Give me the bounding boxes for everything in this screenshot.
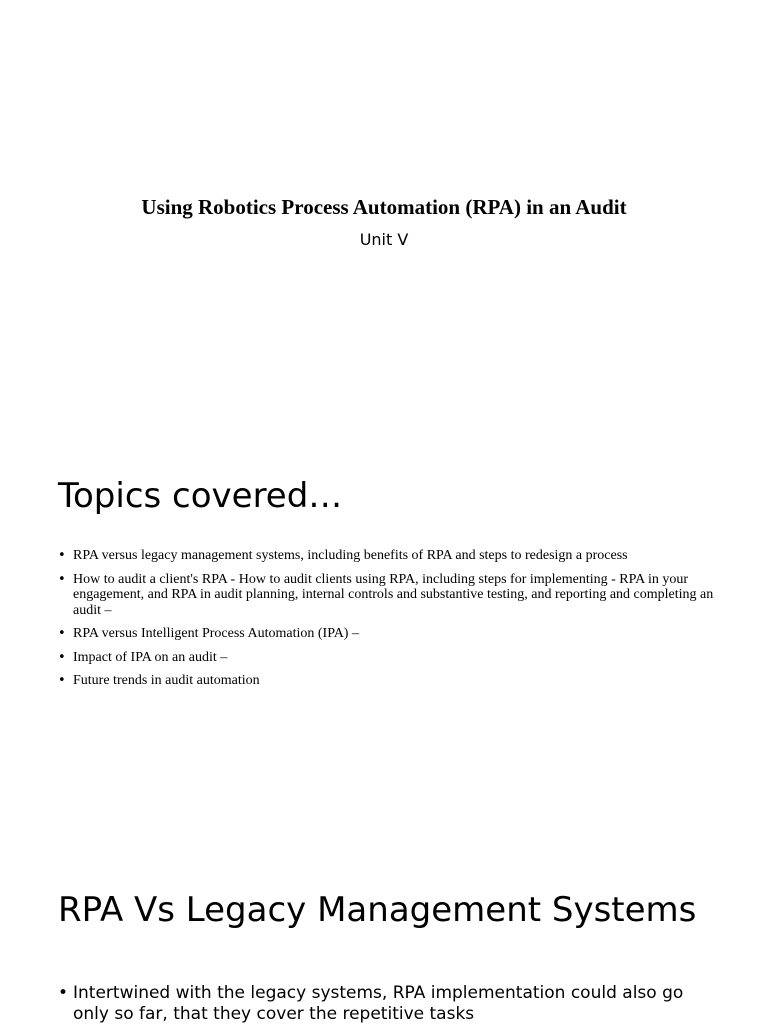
list-item (58, 983, 718, 1025)
list-item-text: RPA versus Intelligent Process Automation (IPA) – (73, 626, 359, 641)
list-item-text: Impact of IPA on an audit – (73, 649, 228, 665)
bullet-icon: • (58, 626, 66, 641)
list-item (58, 626, 718, 642)
list-item (58, 572, 718, 619)
slide-title: Using Robotics Process Automation (RPA) in an Audit (141, 195, 627, 219)
topics-list (58, 548, 718, 697)
list-item (58, 650, 718, 666)
topics-heading: Topics covered… (58, 476, 343, 516)
bullet-icon: • (58, 571, 66, 587)
rpa-legacy-heading: RPA Vs Legacy Management Systems (58, 890, 697, 930)
list-item (58, 548, 718, 564)
list-item (58, 673, 718, 689)
list-item-text: RPA versus legacy management systems, including benefits of RPA and steps to redesign a process (73, 548, 628, 563)
list-item-text: How to audit a client's RPA - How to audit clients using RPA, including steps for implementing - RPA in your engagement, and RPA in audit planning, internal controls and substantive testing, and reporting and completing an audit – (73, 571, 714, 618)
list-item-text: Future trends in audit automation (73, 673, 260, 688)
list-item-text: Intertwined with the legacy systems, RPA implementation could also go only so far, that they cover the repetitive tasks (73, 983, 684, 1024)
bullet-icon: • (58, 649, 66, 665)
bullet-icon: • (58, 548, 66, 563)
bullet-icon: • (58, 673, 66, 688)
bullet-icon: • (58, 983, 69, 1003)
slide-subtitle: Unit V (359, 230, 409, 249)
rpa-legacy-list (58, 983, 718, 1025)
